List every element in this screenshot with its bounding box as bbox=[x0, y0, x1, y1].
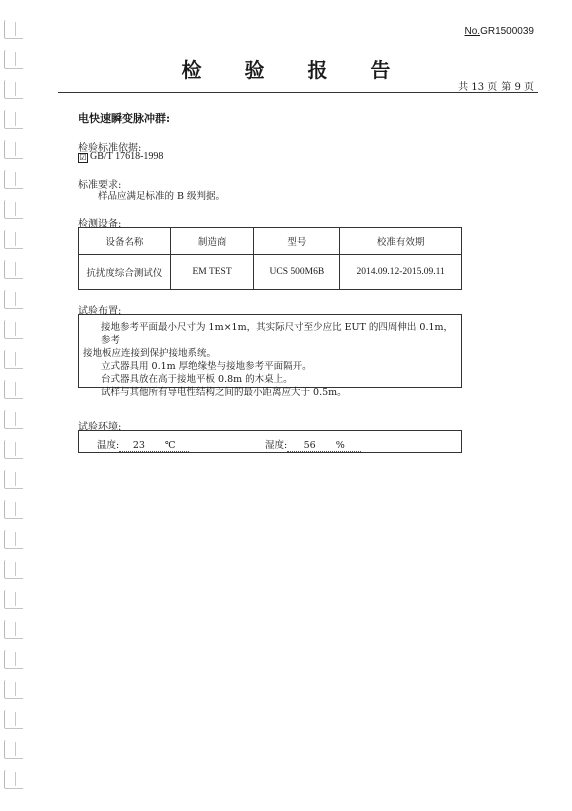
binding-hole bbox=[4, 650, 23, 669]
checkbox-icon: ☑ bbox=[79, 153, 87, 162]
binding-hole bbox=[4, 620, 23, 639]
humidity-unit: % bbox=[335, 440, 345, 451]
binding-hole bbox=[4, 230, 23, 249]
table-row bbox=[79, 255, 462, 290]
binding-hole bbox=[4, 350, 23, 369]
report-number bbox=[465, 26, 535, 37]
layout-line: 接地板应连接到保护接地系统。 bbox=[83, 348, 217, 359]
binding-hole bbox=[4, 560, 23, 579]
binding-hole bbox=[4, 260, 23, 279]
equipment-table bbox=[78, 227, 462, 290]
binding-hole bbox=[4, 410, 23, 429]
binding-hole bbox=[4, 530, 23, 549]
binding-hole bbox=[4, 110, 23, 129]
cell-calibration: 2014.09.12-2015.09.11 bbox=[340, 255, 462, 290]
report-number-value: GR1500039 bbox=[480, 26, 534, 37]
humidity-label: 湿度: bbox=[265, 440, 288, 451]
environment-box bbox=[78, 430, 462, 453]
binding-hole bbox=[4, 440, 23, 459]
humidity-value bbox=[287, 440, 361, 452]
temperature-unit: ℃ bbox=[164, 440, 176, 451]
page-info bbox=[454, 78, 534, 93]
temperature bbox=[97, 437, 189, 452]
column-header-manufacturer: 制造商 bbox=[170, 228, 254, 255]
binding-hole bbox=[4, 200, 23, 219]
binding-hole bbox=[4, 680, 23, 699]
temperature-value bbox=[119, 440, 189, 452]
layout-line: 立式器具用 0.1m 厚绝缘垫与接地参考平面隔开。 bbox=[101, 361, 312, 372]
equipment-header-row bbox=[79, 228, 462, 255]
binding-hole bbox=[4, 320, 23, 339]
binding-hole bbox=[4, 470, 23, 489]
header-rule bbox=[58, 92, 538, 93]
binding-hole bbox=[4, 140, 23, 159]
cell-manufacturer: EM TEST bbox=[170, 255, 254, 290]
requirement-label: 标准要求: bbox=[78, 180, 122, 191]
binding-hole bbox=[4, 710, 23, 729]
environment-label: 试验环境: bbox=[78, 422, 122, 433]
layout-box bbox=[78, 314, 462, 398]
column-header-calibration: 校准有效期 bbox=[340, 228, 462, 255]
layout-line: 接地参考平面最小尺寸为 1m×1m，其实际尺寸至少应比 EUT 的四周伸出 0.1m，参考 bbox=[101, 322, 454, 346]
report-number-label: No. bbox=[464, 26, 481, 37]
binding-hole bbox=[4, 380, 23, 399]
requirement-text: 样品应满足标准的 B 级判据。 bbox=[98, 191, 226, 202]
cell-model: UCS 500M6B bbox=[254, 255, 340, 290]
total-pages: 共 13 页 bbox=[458, 82, 498, 93]
temperature-number: 23 bbox=[132, 440, 145, 451]
column-header-name: 设备名称 bbox=[79, 228, 171, 255]
temperature-label: 温度: bbox=[97, 440, 120, 451]
binding-hole bbox=[4, 770, 23, 789]
humidity bbox=[265, 437, 361, 452]
binding-hole bbox=[4, 290, 23, 309]
standard-value: GB/T 17618-1998 bbox=[90, 151, 164, 162]
column-header-model: 型号 bbox=[254, 228, 340, 255]
binding-hole bbox=[4, 740, 23, 759]
humidity-number: 56 bbox=[303, 440, 316, 451]
standard-value-row bbox=[78, 151, 163, 163]
cell-equipment-name: 抗扰度综合测试仪 bbox=[79, 255, 171, 290]
standard-label: 检验标准依据: bbox=[78, 143, 142, 154]
layout-label: 试验布置: bbox=[78, 306, 122, 317]
current-page: 第 9 页 bbox=[501, 82, 534, 93]
binding-hole bbox=[4, 590, 23, 609]
binding-hole bbox=[4, 170, 23, 189]
equipment-label: 检测设备: bbox=[78, 219, 122, 230]
binding-holes bbox=[4, 20, 26, 800]
page-title: 检 验 报 告 bbox=[181, 58, 409, 82]
binding-hole bbox=[4, 20, 23, 39]
binding-hole bbox=[4, 500, 23, 519]
test-item-heading: 电快速瞬变脉冲群: bbox=[78, 112, 171, 125]
layout-line: 试样与其他所有导电性结构之间的最小距离应大于 0.5m。 bbox=[101, 387, 347, 398]
layout-line: 台式器具放在高于接地平板 0.8m 的木桌上。 bbox=[101, 374, 293, 385]
